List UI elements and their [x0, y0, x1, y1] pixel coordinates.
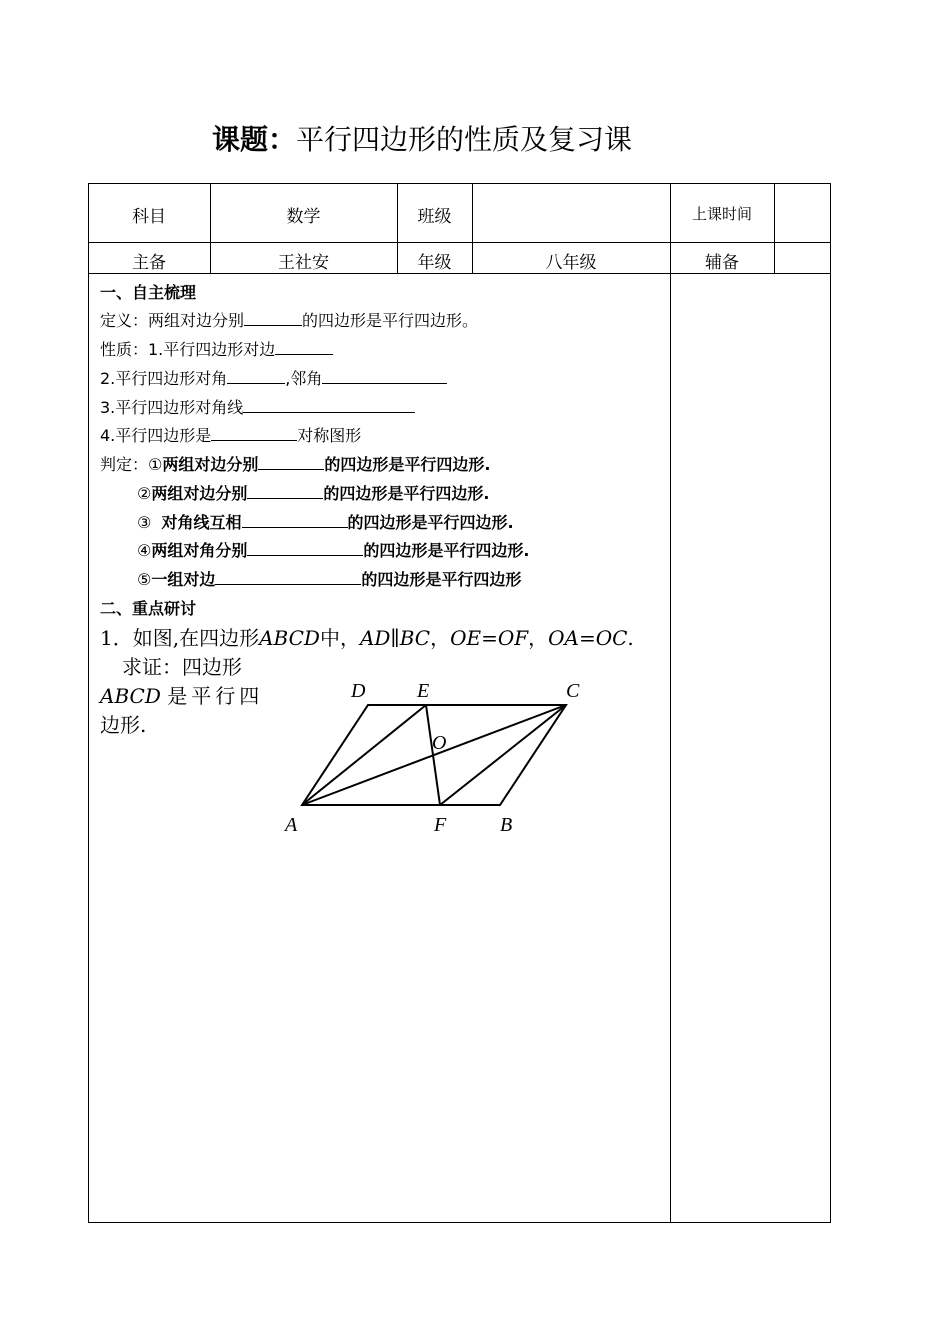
prove-b: 是平行四: [167, 684, 264, 708]
judge-2-num: ②: [137, 484, 152, 503]
judge-1-blank[interactable]: [258, 455, 324, 470]
property-2-blank-b[interactable]: [322, 369, 447, 384]
col-divider-4: [670, 183, 671, 1223]
label-o: O: [432, 732, 447, 754]
grade-value: 八年级: [545, 253, 597, 273]
judge-1-line: [100, 452, 490, 475]
subject-value: 数学: [286, 207, 321, 227]
problem-1-quad: ABCD: [259, 626, 320, 650]
cond-of: OF: [497, 626, 529, 650]
label-e: E: [417, 680, 430, 702]
prove-line-3: 边形.: [100, 713, 147, 737]
property-3-pre: 3.平行四边形对角线: [100, 398, 244, 417]
cond-oc: OC: [595, 626, 628, 650]
subject-label: 科目: [132, 207, 166, 227]
row-divider-2: [88, 273, 831, 274]
property-1-line: [100, 337, 333, 360]
judge-3-post: 的四边形是平行四边形.: [347, 513, 514, 532]
judge-4-pre: 两组对角分别: [151, 541, 248, 560]
label-f: F: [434, 814, 447, 836]
judge-1-post: 的四边形是平行四边形.: [324, 455, 491, 474]
property-4-pre: 4.平行四边形是: [100, 426, 212, 445]
property-1-pre: 性质：1.平行四边形对边: [100, 340, 276, 359]
property-3-line: [100, 395, 415, 418]
equals-2: =: [578, 626, 596, 650]
grade-label: 年级: [417, 253, 452, 273]
judge-5-post: 的四边形是平行四边形: [361, 570, 522, 589]
cond-oe: OE: [450, 626, 482, 650]
judge-5-num: ⑤: [137, 570, 152, 589]
property-4-line: [100, 423, 361, 446]
judge-2-blank[interactable]: [247, 484, 323, 499]
col-divider-5: [774, 183, 775, 273]
definition-blank[interactable]: [244, 311, 302, 326]
judge-1-pre: 两组对边分别: [162, 455, 259, 474]
judge-3-line: [137, 510, 514, 533]
title-main: 平行四边形的性质及复习课: [296, 123, 633, 156]
judge-3-num: ③: [137, 513, 152, 532]
label-b: B: [500, 814, 513, 836]
judge-4-line: [137, 538, 529, 561]
separator-2: ，: [528, 626, 549, 650]
lead-value: 王社安: [278, 253, 329, 273]
property-3-blank[interactable]: [243, 398, 415, 413]
row-divider-1: [88, 242, 831, 243]
problem-1-text-a: 如图,在四边形: [132, 626, 260, 650]
lead-label: 主备: [132, 253, 166, 273]
label-c: C: [566, 680, 580, 702]
section1-heading: 一、自主梳理: [100, 283, 197, 302]
assist-label: 辅备: [705, 253, 739, 273]
judge-4-post: 的四边形是平行四边形.: [363, 541, 530, 560]
judge-intro: 判定：: [100, 455, 149, 474]
property-1-blank[interactable]: [275, 340, 333, 355]
cond-bc: BC: [399, 626, 431, 650]
problem-1-text-b: 中，: [319, 626, 360, 650]
cond-oa: OA: [548, 626, 579, 650]
prove-quad: ABCD: [100, 684, 161, 708]
judge-4-blank[interactable]: [247, 541, 363, 556]
definition-pre: 定义：两组对边分别: [100, 311, 245, 330]
judge-5-line: [137, 567, 521, 590]
parallel-sign: ∥: [390, 626, 400, 650]
label-d: D: [351, 680, 366, 702]
property-4-blank[interactable]: [211, 426, 297, 441]
property-4-post: 对称图形: [297, 426, 362, 445]
prove-line-2: [100, 680, 263, 709]
problem-1-num: 1．: [100, 626, 133, 650]
section2-heading: 二、重点研讨: [100, 599, 197, 618]
class-label: 班级: [417, 207, 452, 227]
judge-5-pre: 一组对边: [151, 570, 216, 589]
judge-3-pre: 对角线互相: [161, 513, 242, 532]
property-2-line: [100, 366, 447, 389]
property-2-mid: ,邻角: [285, 369, 323, 388]
judge-1-num: ①: [148, 455, 163, 474]
label-a: A: [285, 814, 298, 836]
definition-line: [100, 308, 478, 331]
judge-3-blank[interactable]: [242, 513, 348, 528]
title-prefix: 课题：: [212, 123, 297, 156]
page-title: [212, 118, 632, 158]
separator-1: ，: [430, 626, 451, 650]
cond-ad: AD: [359, 626, 391, 650]
problem-1-statement: [100, 622, 634, 651]
property-2-pre: 2.平行四边形对角: [100, 369, 228, 388]
property-2-blank-a[interactable]: [227, 369, 285, 384]
period: .: [627, 626, 634, 650]
prove-line-1: 求证：四边形: [122, 655, 242, 679]
judge-4-num: ④: [137, 541, 152, 560]
equals-1: =: [481, 626, 498, 650]
judge-2-pre: 两组对边分别: [151, 484, 248, 503]
definition-post: 的四边形是平行四边形。: [302, 311, 479, 330]
judge-5-blank[interactable]: [215, 570, 361, 585]
time-label: 上课时间: [691, 205, 752, 223]
judge-2-line: [137, 481, 489, 504]
judge-2-post: 的四边形是平行四边形.: [323, 484, 490, 503]
